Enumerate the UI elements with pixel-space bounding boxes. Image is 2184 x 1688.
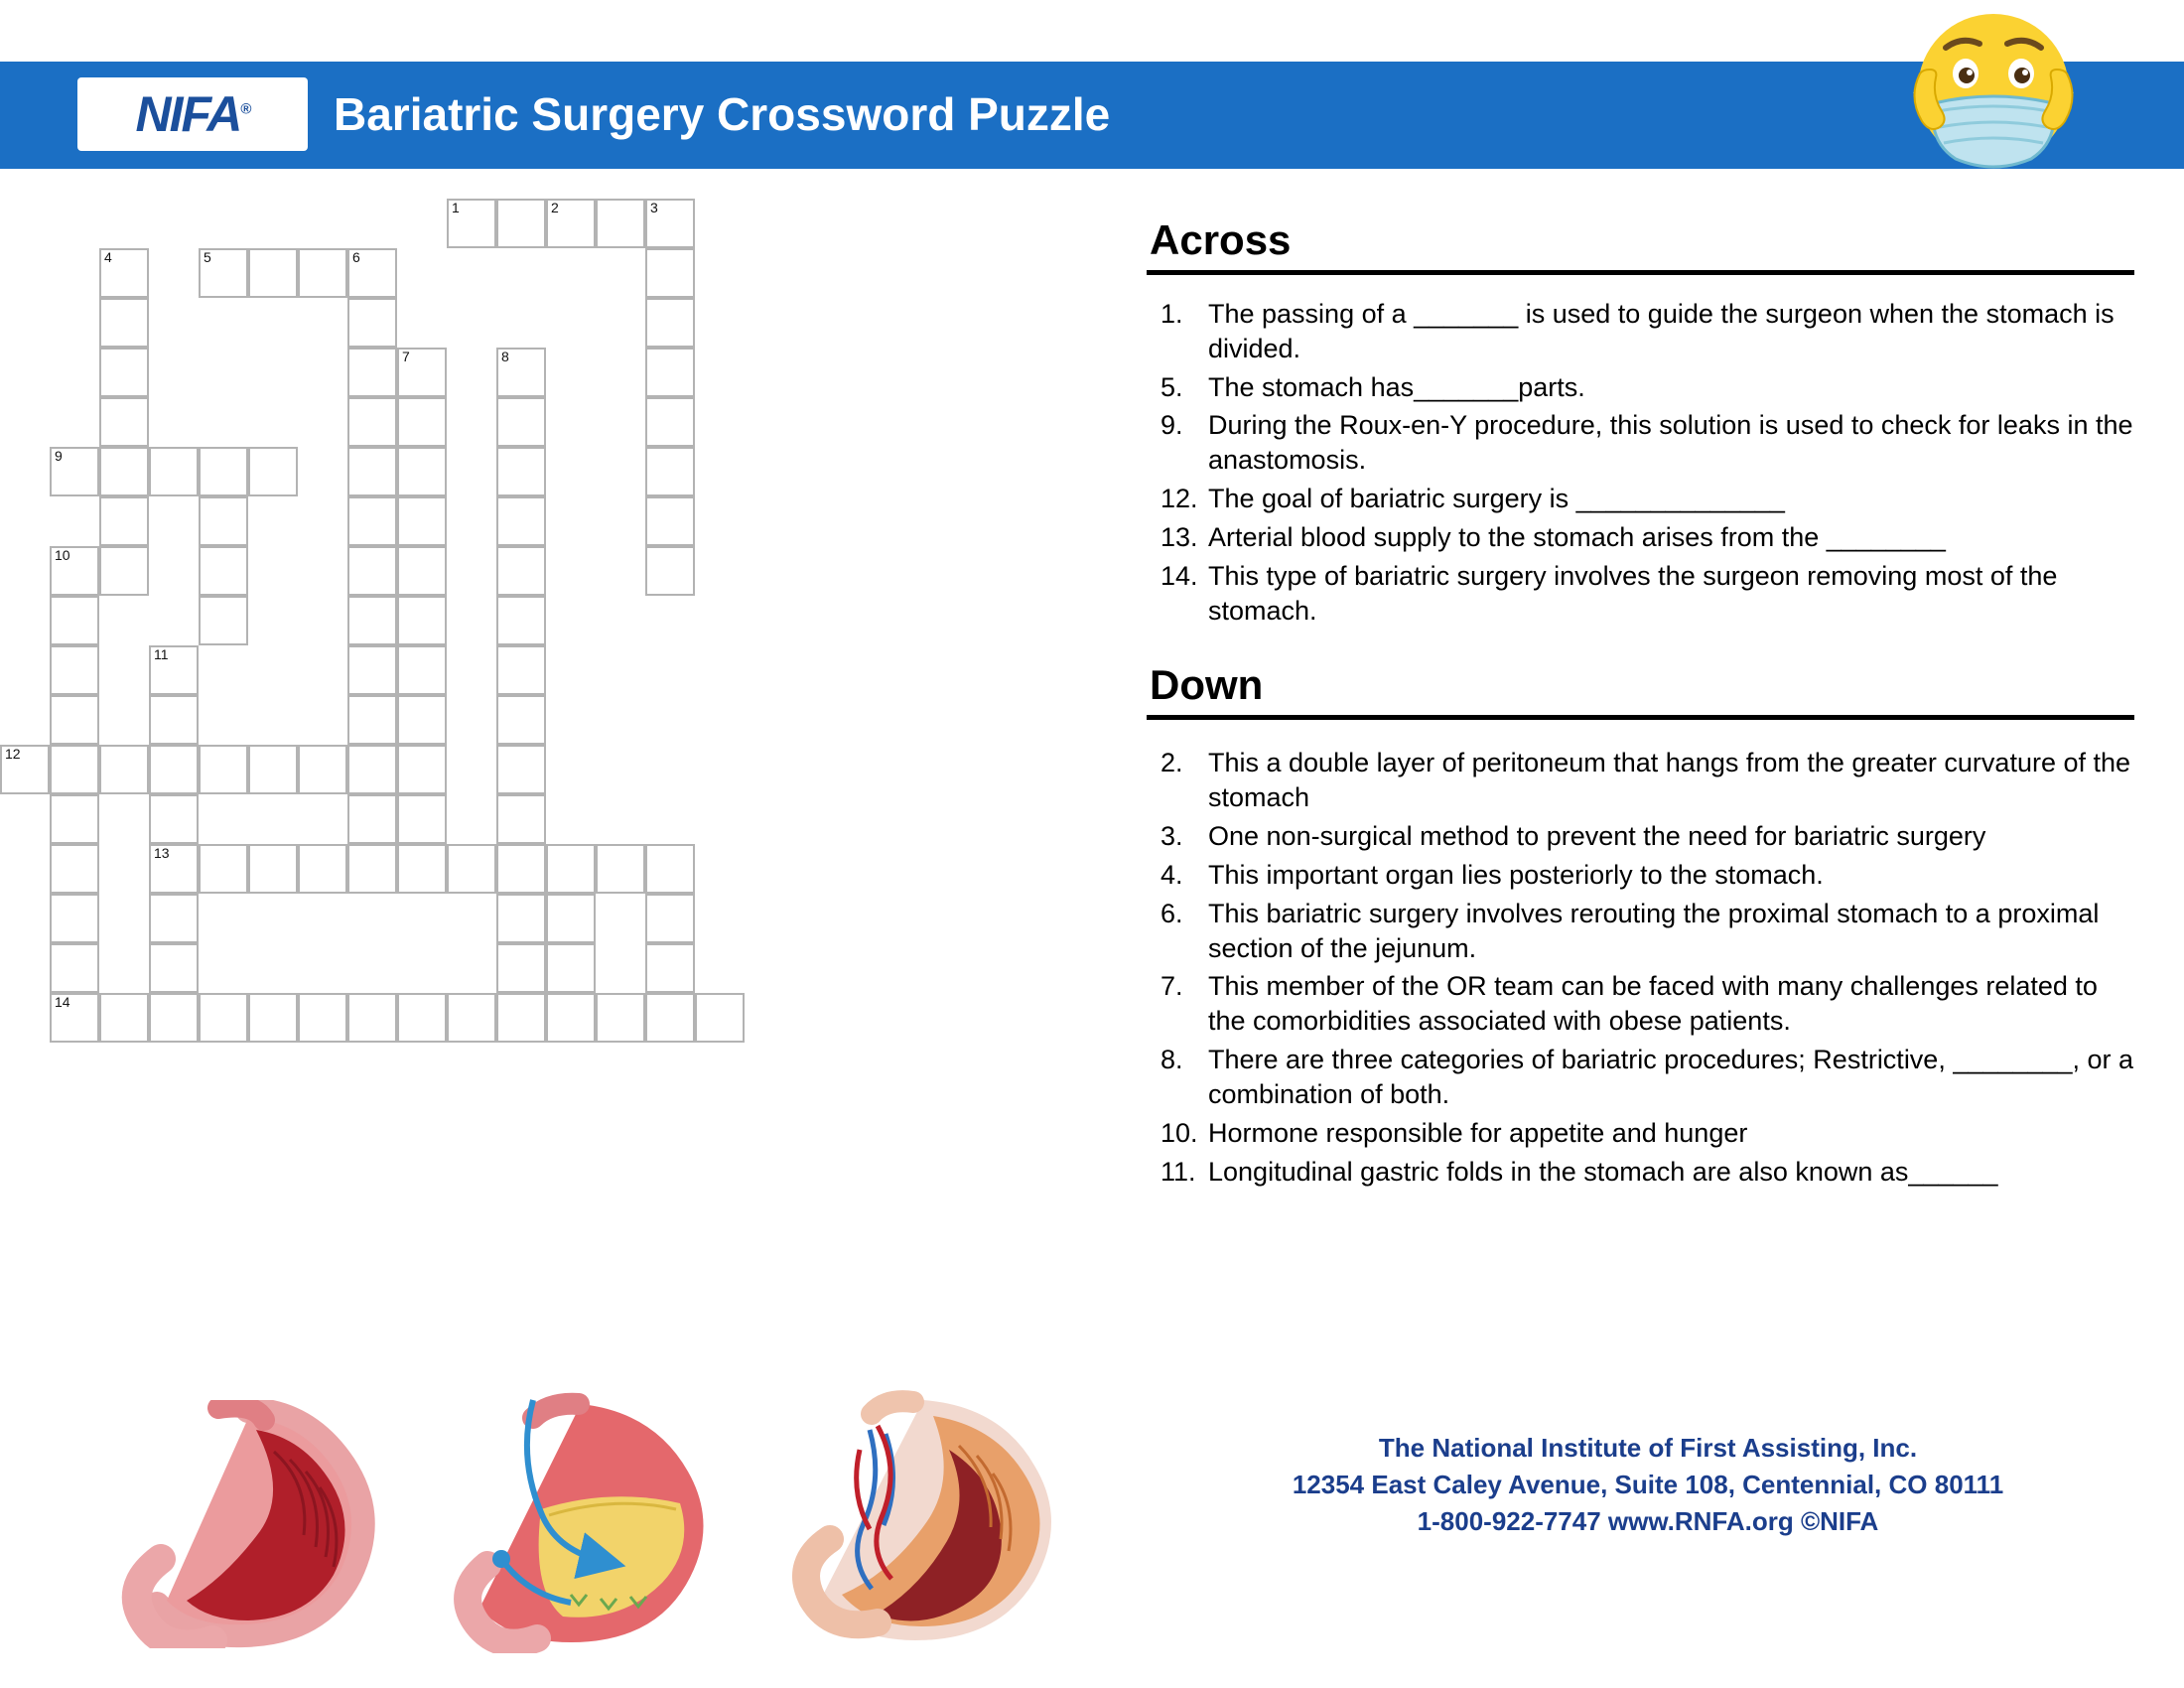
crossword-cell[interactable] <box>199 596 248 645</box>
crossword-cell[interactable] <box>199 844 248 894</box>
clue-number: 5. <box>1160 371 1183 402</box>
crossword-cell[interactable] <box>496 894 546 943</box>
clue-text: During the Roux-en-Y procedure, this solution is used to check for leaks in the anastomosis. <box>1208 410 2133 476</box>
crossword-cell[interactable] <box>546 844 596 894</box>
cell-number: 6 <box>352 249 360 265</box>
cell-number: 13 <box>154 845 170 861</box>
clue-text: Longitudinal gastric folds in the stomach are also known as______ <box>1208 1156 1998 1187</box>
cell-number: 8 <box>501 349 509 364</box>
crossword-cell[interactable] <box>397 447 447 496</box>
clue-text: This bariatric surgery involves rerouting the proximal stomach to a proximal section of the jejunum. <box>1208 898 2100 963</box>
stomach-vasculature-illustration <box>774 1390 1112 1663</box>
crossword-cell[interactable] <box>50 447 99 496</box>
crossword-cell[interactable] <box>397 397 447 447</box>
footer-line-3: 1-800-922-7747 www.RNFA.org ©NIFA <box>1417 1505 1879 1536</box>
clue-text: This important organ lies posteriorly to the stomach. <box>1208 859 1824 890</box>
crossword-cell[interactable] <box>50 745 99 794</box>
crossword-cell[interactable] <box>496 645 546 695</box>
crossword-cell[interactable] <box>397 695 447 745</box>
crossword-cell[interactable] <box>149 943 199 993</box>
crossword-cell[interactable] <box>199 447 248 496</box>
crossword-cell[interactable] <box>199 496 248 546</box>
cell-number: 9 <box>55 448 63 464</box>
crossword-cell[interactable] <box>596 199 645 248</box>
crossword-cell[interactable] <box>199 248 248 298</box>
crossword-cell[interactable] <box>645 298 695 348</box>
crossword-cell[interactable] <box>149 447 199 496</box>
crossword-cell[interactable] <box>99 348 149 397</box>
crossword-cell[interactable] <box>347 695 397 745</box>
crossword-cell[interactable] <box>149 993 199 1043</box>
clue-item <box>1147 969 2134 1039</box>
crossword-cell[interactable] <box>447 199 496 248</box>
crossword-cell[interactable] <box>99 546 149 596</box>
clue-text: This member of the OR team can be faced with many challenges related to the comorbidities associated with obese patients. <box>1208 971 2098 1037</box>
footer-address <box>1171 1430 2124 1540</box>
crossword-cell[interactable] <box>149 745 199 794</box>
clue-text: Hormone responsible for appetite and hunger <box>1208 1117 1748 1148</box>
crossword-cell[interactable] <box>99 298 149 348</box>
crossword-cell[interactable] <box>50 645 99 695</box>
clue-number: 2. <box>1160 748 1183 778</box>
down-clue-list <box>1147 746 2134 1189</box>
crossword-cell[interactable] <box>496 844 546 894</box>
crossword-cell[interactable] <box>496 496 546 546</box>
clue-number: 10. <box>1160 1117 1198 1148</box>
crossword-cell[interactable] <box>347 745 397 794</box>
crossword-cell[interactable] <box>50 844 99 894</box>
crossword-grid[interactable] <box>0 199 1132 1331</box>
cell-number: 11 <box>154 646 169 662</box>
crossword-cell[interactable] <box>645 199 695 248</box>
clue-item <box>1147 1043 2134 1112</box>
crossword-cell[interactable] <box>99 248 149 298</box>
crossword-cell[interactable] <box>496 745 546 794</box>
crossword-cell[interactable] <box>248 248 298 298</box>
crossword-cell[interactable] <box>645 993 695 1043</box>
crossword-cell[interactable] <box>397 645 447 695</box>
down-heading: Down <box>1150 661 1264 709</box>
clue-item <box>1147 746 2134 815</box>
clue-text: This type of bariatric surgery involves the surgeon removing most of the stomach. <box>1208 560 2058 626</box>
crossword-cell[interactable] <box>447 844 496 894</box>
cell-number: 7 <box>402 349 410 364</box>
cell-number: 14 <box>55 994 70 1010</box>
across-divider <box>1147 270 2134 275</box>
clue-text: One non-surgical method to prevent the need for bariatric surgery <box>1208 821 1986 852</box>
crossword-cell[interactable] <box>645 397 695 447</box>
crossword-cell[interactable] <box>347 496 397 546</box>
crossword-cell[interactable] <box>645 894 695 943</box>
crossword-cell[interactable] <box>546 993 596 1043</box>
crossword-cell[interactable] <box>645 943 695 993</box>
cell-number: 4 <box>104 249 112 265</box>
cell-number: 12 <box>5 746 21 762</box>
crossword-cell[interactable] <box>347 844 397 894</box>
crossword-cell[interactable] <box>347 596 397 645</box>
crossword-cell[interactable] <box>248 447 298 496</box>
crossword-cell[interactable] <box>149 794 199 844</box>
crossword-cell[interactable] <box>397 348 447 397</box>
crossword-cell[interactable] <box>447 993 496 1043</box>
cell-number: 2 <box>551 200 559 215</box>
crossword-cell[interactable] <box>347 447 397 496</box>
crossword-cell[interactable] <box>50 596 99 645</box>
clue-number: 1. <box>1160 299 1183 329</box>
crossword-cell[interactable] <box>496 447 546 496</box>
clue-item <box>1147 1155 2134 1190</box>
clue-text: This a double layer of peritoneum that hangs from the greater curvature of the stomach <box>1208 748 2131 813</box>
crossword-cell[interactable] <box>298 993 347 1043</box>
crossword-cell[interactable] <box>0 745 50 794</box>
clue-item <box>1147 482 2134 516</box>
crossword-cell[interactable] <box>50 695 99 745</box>
across-clue-list <box>1147 297 2134 628</box>
crossword-cell[interactable] <box>496 596 546 645</box>
footer-line-1: The National Institute of First Assisting, Inc. <box>1378 1433 1918 1463</box>
crossword-cell[interactable] <box>397 844 447 894</box>
surgeon-mask-emoji <box>1894 8 2093 197</box>
crossword-cell[interactable] <box>397 993 447 1043</box>
registered-mark: ® <box>240 100 250 118</box>
clue-item <box>1147 858 2134 893</box>
clue-text: Arterial blood supply to the stomach arises from the ________ <box>1208 521 1946 552</box>
crossword-cell[interactable] <box>546 943 596 993</box>
clue-text: There are three categories of bariatric procedures; Restrictive, ________, or a combination of both. <box>1208 1045 2133 1109</box>
cell-number: 5 <box>204 249 211 265</box>
clue-item <box>1147 370 2134 405</box>
crossword-cell[interactable] <box>199 745 248 794</box>
clue-number: 7. <box>1160 971 1183 1002</box>
crossword-cell[interactable] <box>496 993 546 1043</box>
crossword-cell[interactable] <box>347 248 397 298</box>
cell-number: 3 <box>650 200 658 215</box>
down-divider <box>1147 715 2134 720</box>
crossword-cell[interactable] <box>645 348 695 397</box>
crossword-cell[interactable] <box>298 745 347 794</box>
crossword-cell[interactable] <box>99 397 149 447</box>
crossword-cell[interactable] <box>347 298 397 348</box>
crossword-cell[interactable] <box>645 248 695 298</box>
crossword-cell[interactable] <box>496 397 546 447</box>
crossword-cell[interactable] <box>546 894 596 943</box>
clue-number: 11. <box>1160 1156 1196 1187</box>
clue-number: 3. <box>1160 821 1183 852</box>
stomach-cutaway-illustration <box>99 1400 427 1653</box>
crossword-cell[interactable] <box>50 794 99 844</box>
clue-item <box>1147 520 2134 555</box>
clue-item <box>1147 897 2134 966</box>
crossword-cell[interactable] <box>496 794 546 844</box>
crossword-cell[interactable] <box>546 199 596 248</box>
crossword-cell[interactable] <box>149 894 199 943</box>
crossword-cell[interactable] <box>496 348 546 397</box>
crossword-cell[interactable] <box>99 496 149 546</box>
crossword-cell[interactable] <box>695 993 745 1043</box>
crossword-cell[interactable] <box>99 447 149 496</box>
clue-text: The passing of a _______ is used to guide the surgeon when the stomach is divided. <box>1208 299 2115 363</box>
crossword-cell[interactable] <box>347 546 397 596</box>
crossword-cell[interactable] <box>397 546 447 596</box>
clue-text: The stomach has_______parts. <box>1208 371 1585 402</box>
clue-item <box>1147 1116 2134 1151</box>
crossword-cell[interactable] <box>645 496 695 546</box>
crossword-cell[interactable] <box>645 546 695 596</box>
clues-panel <box>1147 216 2134 1198</box>
crossword-cell[interactable] <box>347 993 397 1043</box>
down-block <box>1147 661 2134 1189</box>
anatomy-illustrations <box>79 1390 1132 1658</box>
crossword-cell[interactable] <box>347 794 397 844</box>
crossword-cell[interactable] <box>347 397 397 447</box>
clue-number: 4. <box>1160 859 1183 890</box>
crossword-cell[interactable] <box>199 993 248 1043</box>
clue-item <box>1147 408 2134 478</box>
crossword-cell[interactable] <box>199 546 248 596</box>
nifa-logo <box>77 77 308 151</box>
clue-number: 8. <box>1160 1045 1183 1075</box>
crossword-cell[interactable] <box>347 348 397 397</box>
crossword-cell[interactable] <box>50 993 99 1043</box>
clue-number: 14. <box>1160 560 1198 591</box>
crossword-cell[interactable] <box>596 993 645 1043</box>
clue-item <box>1147 297 2134 366</box>
crossword-cell[interactable] <box>397 794 447 844</box>
clue-item <box>1147 819 2134 854</box>
across-heading: Across <box>1150 216 1292 263</box>
crossword-cell[interactable] <box>645 447 695 496</box>
crossword-cell[interactable] <box>496 695 546 745</box>
crossword-cell[interactable] <box>496 546 546 596</box>
crossword-cell[interactable] <box>347 645 397 695</box>
across-block <box>1147 216 2134 628</box>
clue-number: 9. <box>1160 410 1183 441</box>
crossword-cell[interactable] <box>50 943 99 993</box>
crossword-cell[interactable] <box>99 993 149 1043</box>
crossword-cell[interactable] <box>149 645 199 695</box>
crossword-cell[interactable] <box>248 844 298 894</box>
crossword-cell[interactable] <box>596 844 645 894</box>
clue-number: 6. <box>1160 898 1183 928</box>
nifa-logo-text: NIFA® <box>135 86 250 142</box>
crossword-cell[interactable] <box>397 496 447 546</box>
clue-item <box>1147 559 2134 629</box>
crossword-cell[interactable] <box>496 943 546 993</box>
gastric-bypass-illustration <box>432 1390 769 1658</box>
crossword-cell[interactable] <box>496 199 546 248</box>
crossword-cell[interactable] <box>149 695 199 745</box>
clue-number: 12. <box>1160 484 1198 514</box>
cell-number: 10 <box>55 547 70 563</box>
crossword-cell[interactable] <box>645 844 695 894</box>
crossword-cell[interactable] <box>248 745 298 794</box>
crossword-cell[interactable] <box>50 546 99 596</box>
crossword-cell[interactable] <box>50 894 99 943</box>
crossword-cell[interactable] <box>248 993 298 1043</box>
crossword-cell[interactable] <box>298 844 347 894</box>
footer-line-2: 12354 East Caley Avenue, Suite 108, Centennial, CO 80111 <box>1292 1469 2004 1499</box>
crossword-cell[interactable] <box>397 745 447 794</box>
crossword-cell[interactable] <box>298 248 347 298</box>
crossword-cell[interactable] <box>149 844 199 894</box>
page-title: Bariatric Surgery Crossword Puzzle <box>334 88 1111 140</box>
clue-number: 13. <box>1160 521 1198 552</box>
clue-text: The goal of bariatric surgery is ______________ <box>1208 484 1785 514</box>
crossword-cell[interactable] <box>99 745 149 794</box>
cell-number: 1 <box>452 200 460 215</box>
crossword-cell[interactable] <box>397 596 447 645</box>
